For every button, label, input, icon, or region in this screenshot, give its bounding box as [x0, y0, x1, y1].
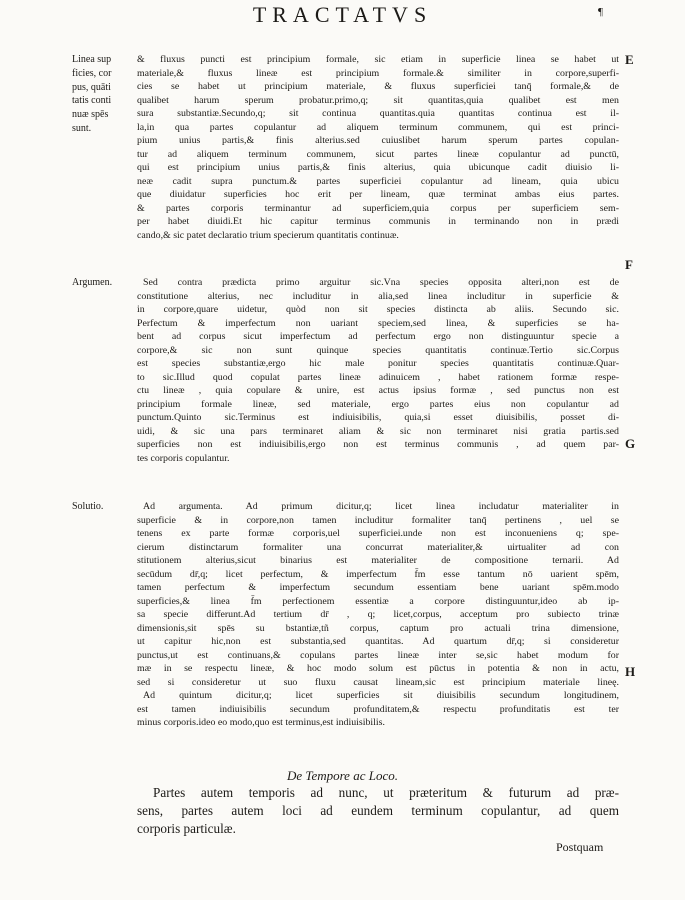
- text-line: mæ in se respectu lineæ, & hoc modo solum est pūctus in potentia & non in actu,: [137, 663, 619, 674]
- text-line: tenens ex parte formæ corporis,uel superficiei.unde non est inconueniens q; spe-: [137, 528, 619, 539]
- text-line: bent ad corpus sicut imperfectum ad perfectum ergo non distinguuntur specie a: [137, 331, 619, 342]
- text-line: dimensionis,sit spēs su bstantiæ,tñ corpus, captum pro actuali trina dimensione,: [137, 622, 619, 634]
- side-note-line: pus, quāti: [72, 81, 111, 93]
- text-line: superficie & in corpore,non tamen includitur formaliter tanq̄ pertinens , uel se: [137, 514, 619, 526]
- text-line: qui est principium unius partis,& finis alterius, quia ubicunque cadit diuisio li-: [137, 162, 619, 173]
- margin-letter-e: E: [625, 52, 634, 67]
- text-line: pium unius partis,& finis alterius.sed cuiuslibet harum sperum partes copulan-: [137, 135, 619, 146]
- margin-letter-g: G: [625, 436, 636, 451]
- side-note-linea: [72, 53, 111, 136]
- text-line: que diuidatur superficies hoc erit per lineam, quæ terminat ambas eius partes.: [137, 189, 619, 200]
- side-note-solutio: Solutio.: [72, 501, 104, 512]
- text-line: stitutionem alterius,sicut binarius est materialiter de compositione ternarii. Ad: [137, 555, 619, 566]
- section-heading: De Tempore ac Loco.: [287, 768, 398, 783]
- text-line: principium formale lineæ, sed materiale, ergo partes eius non copulantur ad: [137, 398, 619, 410]
- pilcrow-mark: ¶: [598, 6, 603, 18]
- main-text-passage: [137, 784, 619, 838]
- text-line: tes corporis copulantur.: [137, 452, 230, 464]
- text-line: tamen perfectum & imperfectum secundum essentiam bene uariant spēm.modo: [137, 582, 619, 593]
- paragraph-1: [137, 53, 619, 242]
- text-line: to sic.Illud quod copulat partes lineæ adinuicem , habet rationem formæ respe-: [137, 371, 619, 383]
- side-note-line: Linea sup: [72, 54, 112, 65]
- margin-letter-f: F: [625, 257, 633, 272]
- text-line: ut capitur hic,non est substantia,sed quantitas. Ad quartum dr̄,q; si consideretur: [137, 636, 619, 647]
- text-line: & partes corporis terminantur ad superficiem,quia corpus per superficiem sem-: [137, 202, 619, 214]
- text-line: uidi, & sic una pars terminaret aliam & sic non terminaret nisi gratia partis.sed: [137, 425, 619, 437]
- text-line: est species substantiæ,ergo hic male ponitur species quantitatis continuæ.Quar-: [137, 358, 619, 369]
- text-line: minus corporis.ideo eo modo,quo est terminus,est indiuisibilis.: [137, 717, 385, 728]
- text-line: sens, partes autem loci ad eundem terminum copulantur, ad quem: [137, 803, 619, 818]
- text-line: Sed contra prædicta primo arguitur sic.Vna species opposita alteri,non est de: [143, 277, 619, 288]
- text-line: Ad quintum dicitur,q; licet superficies sit diuisibilis secundum longitudinem,: [143, 690, 619, 701]
- text-line: Partes autem temporis ad nunc, ut præteritum & futurum ad præ-: [153, 785, 619, 800]
- text-line: superficies,& linea f̄m perfectionem essentiæ a corpore distinguuntur,ideo ab ip-: [137, 595, 619, 607]
- text-line: punctus,ut est continuans,& copulans partes lineæ inter se,sic habet modum for: [137, 649, 619, 661]
- text-line: superficies non est indiuisibilis,ergo non est terminus communis , ad quem par-: [137, 439, 619, 450]
- text-line: la,in qua partes copulantur ad aliquem terminum communem, qui est princi-: [137, 121, 619, 133]
- side-note-argumen: Argumen.: [72, 277, 113, 288]
- text-line: tur ad aliquem terminum communem, sicut partes lineæ copulantur ad punctū,: [137, 148, 619, 160]
- text-line: corpore,& sic non sunt quinque species quantitatis continuæ.Tertio sic.Corpus: [137, 344, 619, 356]
- text-line: in corpore,quare uidetur, quòd non sit species distincta ab aliis. Secundo sic.: [137, 304, 619, 315]
- text-line: cies se habet ut principium materiale, & fluxus superficiei tanq̄ formale,& de: [137, 81, 619, 92]
- side-note-line: ficies, cor: [72, 67, 112, 79]
- text-line: qualibet harum sperum probatur.primo,q; sit quantitas,quia qualibet est men: [137, 94, 619, 106]
- text-line: sura substantiæ.Secundo,q; sit continua quantitas.quia quantitas continua est il-: [137, 108, 619, 119]
- text-line: punctum.Quinto sic.Terminus est indiuisibilis, quia,si esset diuisibilis, posset di-: [137, 412, 619, 423]
- paragraph-3: [137, 500, 619, 730]
- text-line: per habet diuidi.Et hic capitur terminus communis in terminando non in prædi: [137, 216, 619, 227]
- text-line: & fluxus puncti est principium formale, sic etiam in superficie linea se habet ut: [137, 54, 619, 65]
- side-note-line: sunt.: [72, 122, 92, 134]
- text-line: neæ cadit supra punctum.& partes superficiei copulantur ad lineam, quia ubicu: [137, 175, 619, 187]
- text-line: cando,& sic patet declaratio trium specierum quantitatis continuæ.: [137, 229, 399, 241]
- text-line: Ad argumenta. Ad primum dicitur,q; licet linea includatur materialiter in: [143, 501, 619, 512]
- text-line: secūdum dr̄,q; licet perfectum, & imperfectum f̄m esse tantum nō uarient spēm,: [137, 568, 619, 580]
- text-line: materiale,& fluxus lineæ est principium formale.& similiter in corpore,superfi-: [137, 67, 619, 79]
- catchword: Postquam: [556, 840, 604, 854]
- text-line: ctu lineæ , quia copulare & unire, est actus ipsius formæ , sed punctus non est: [137, 385, 619, 396]
- text-line: constitutione alterius, nec includitur in alia,sed linea includitur in superficie &: [137, 290, 619, 302]
- paragraph-2: [137, 276, 619, 465]
- text-line: corporis particulæ.: [137, 821, 236, 836]
- text-line: sa specie differunt.Ad tertium dr̄ , q; licet,corpus, acceptum pro subiecto trinæ: [137, 609, 619, 620]
- running-header: TRACTATVS: [252, 2, 433, 27]
- text-line: sed si consideretur ut suo fluxu causat lineam,sic est principium materiale lineę.: [137, 676, 619, 688]
- side-note-line: nuæ spēs: [72, 109, 109, 121]
- text-line: est tamen indiuisibilis secundum profunditatem,& respectu profunditatis est ter: [137, 703, 619, 715]
- text-line: Perfectum & imperfectum non uariant speciem,sed linea, & superficies se ha-: [137, 317, 619, 329]
- text-line: cierum distinctarum formaliter una concurrat materialiter,& uirtualiter ad con: [137, 541, 619, 553]
- margin-letter-h: H: [625, 664, 636, 679]
- side-note-line: tatis conti: [72, 95, 112, 107]
